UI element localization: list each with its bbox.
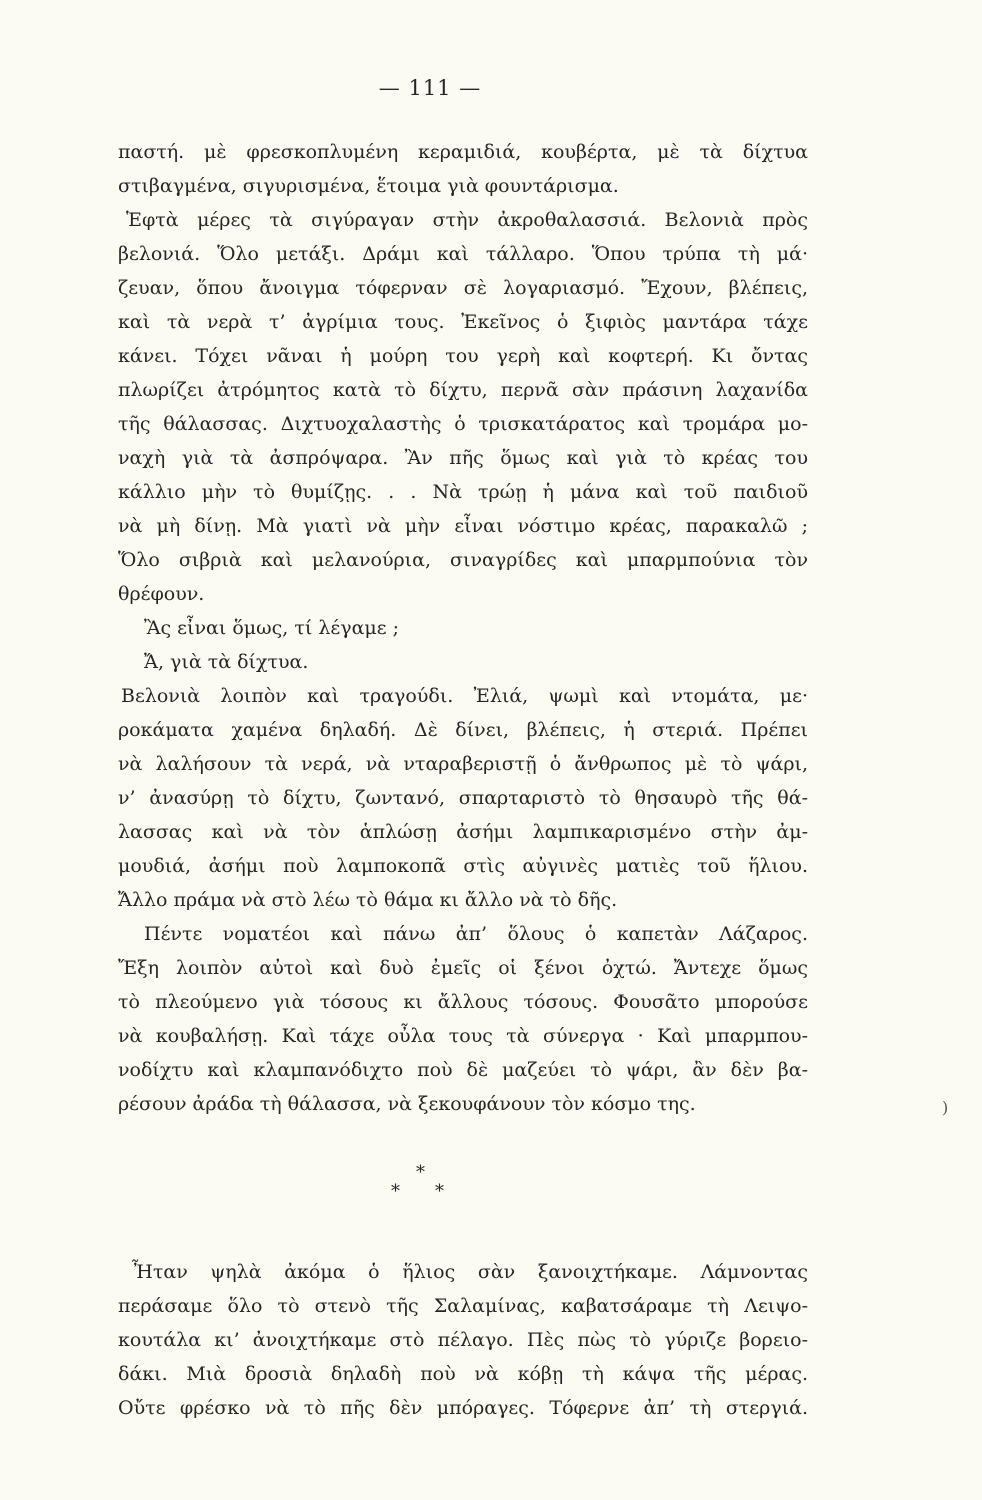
- text-line: πλωρίζει ἀτρόμητος κατὰ τὸ δίχτυ, περνᾶ σὰν πράσινη λαχανίδα: [118, 379, 808, 401]
- text-line: Οὔτε φρέσκο νὰ τὸ πῆς δὲν μπόραγες. Τόφερνε ἀπ’ τὴ στεργιά.: [118, 1397, 808, 1419]
- text-line: καὶ τὰ νερὰ τ’ ἀγρίμια τους. Ἐκεῖνος ὁ ξιφιὸς μαντάρα τάχε: [118, 311, 808, 333]
- margin-mark: ): [942, 1098, 949, 1117]
- text-line: λασσας καὶ νὰ τὸν ἁπλώσῃ ἀσήμι λαμπικαρισμένο στὴν ἀμ-: [118, 821, 808, 843]
- text-line: νὰ κουβαλήσῃ. Καὶ τάχε οὖλα τους τὰ σύνεργα · Καὶ μπαρμπου-: [118, 1025, 808, 1047]
- text-body: [118, 135, 808, 1121]
- text-line: ναχὴ γιὰ τὰ ἀσπρόψαρα. Ἂν πῆς ὅμως καὶ γιὰ τὸ κρέας του: [118, 447, 808, 469]
- text-line: ροκάματα χαμένα δηλαδή. Δὲ δίνει, βλέπεις, ἡ στεριά. Πρέπει: [118, 719, 808, 741]
- text-line: μουδιά, ἀσήμι ποὺ λαμποκοπᾶ στὶς αὐγινὲς ματιὲς τοῦ ἥλιου.: [118, 855, 808, 877]
- section-break-asterisk: *: [435, 1181, 444, 1202]
- section-break-asterisk: *: [416, 1162, 425, 1183]
- text-line: νὰ μὴ δίνῃ. Μὰ γιατὶ νὰ μὴν εἶναι νόστιμο κρέας, παρακαλῶ ;: [118, 515, 808, 537]
- text-line: ζευαν, ὅπου ἄνοιγμα τόφερναν σὲ λογαριασμό. Ἔχουν, βλέπεις,: [118, 277, 808, 299]
- text-line: ν’ ἀνασύρῃ τὸ δίχτυ, ζωντανό, σπαρταριστὸ τὸ θησαυρὸ τῆς θά-: [118, 787, 808, 809]
- text-line: Ἦταν ψηλὰ ἀκόμα ὁ ἥλιος σὰν ξανοιχτήκαμε. Λάμνοντας: [132, 1261, 808, 1283]
- text-line: θρέφουν.: [118, 583, 205, 605]
- text-line: Βελονιὰ λοιπὸν καὶ τραγούδι. Ἐλιά, ψωμὶ καὶ ντομάτα, με·: [121, 685, 808, 707]
- text-line: Πέντε νοματέοι καὶ πάνω ἀπ’ ὅλους ὁ καπετὰν Λάζαρος.: [144, 923, 808, 945]
- paragraph: [118, 679, 808, 917]
- paragraph: [118, 611, 808, 645]
- paragraph: [118, 135, 808, 203]
- section-break-asterisk: *: [391, 1181, 400, 1202]
- text-line: τὸ πλεούμενο γιὰ τόσους κι ἄλλους τόσους. Φουσᾶτο μπορούσε: [118, 991, 808, 1013]
- text-line: ρέσουν ἀράδα τὴ θάλασσα, νὰ ξεκουφάνουν τὸν κόσμο της.: [118, 1093, 696, 1115]
- text-line: βελονιά. Ὅλο μετάξι. Δράμι καὶ τάλλαρο. Ὅπου τρύπα τὴ μά·: [118, 243, 808, 265]
- paragraph: [118, 645, 808, 679]
- text-line: κουτάλα κι’ ἀνοιχτήκαμε στὸ πέλαγο. Πὲς πὼς τὸ γύριζε βορειο-: [118, 1329, 808, 1351]
- text-line: Ἄλλο πράμα νὰ στὸ λέω τὸ θάμα κι ἄλλο νὰ τὸ δῆς.: [118, 889, 618, 911]
- text-line: Ἄ, γιὰ τὰ δίχτυα.: [144, 651, 309, 673]
- text-line: δάκι. Μιὰ δροσιὰ δηλαδὴ ποὺ νὰ κόβῃ τὴ κάψα τῆς μέρας.: [118, 1363, 808, 1385]
- paragraph: [118, 1255, 808, 1425]
- text-line: περάσαμε ὅλο τὸ στενὸ τῆς Σαλαμίνας, καβατσάραμε τὴ Λειψο-: [118, 1295, 808, 1317]
- text-line: Ὅλο σιβριὰ καὶ μελανούρια, σιναγρίδες καὶ μπαρμπούνια τὸν: [118, 549, 808, 571]
- text-line: κάνει. Τόχει νᾶναι ἡ μούρη του γερὴ καὶ κοφτερή. Κι ὄντας: [118, 345, 808, 367]
- text-line: κάλλιο μὴν τὸ θυμίζῃς. . . Νὰ τρώῃ ἡ μάνα καὶ τοῦ παιδιοῦ: [118, 481, 808, 503]
- text-line: παστή. μὲ φρεσκοπλυμένη κεραμιδιά, κουβέρτα, μὲ τὰ δίχτυα: [118, 141, 808, 163]
- text-line: νὰ λαλήσουν τὰ νερά, νὰ νταραβεριστῇ ὁ ἄνθρωπος μὲ τὸ ψάρι,: [118, 753, 808, 775]
- text-line: νοδίχτυ καὶ κλαμπανόδιχτο ποὺ δὲ μαζεύει τὸ ψάρι, ἂν δὲν βα-: [118, 1059, 808, 1081]
- text-line: Ἔξη λοιπὸν αὐτοὶ καὶ δυὸ ἐμεῖς οἱ ξένοι ὀχτώ. Ἄντεχε ὅμως: [118, 957, 808, 979]
- text-line: στιβαγμένα, σιγυρισμένα, ἕτοιμα γιὰ φουντάρισμα.: [118, 175, 619, 197]
- page-number: — 111 —: [378, 76, 482, 100]
- text-line: Ἑφτὰ μέρες τὰ σιγύραγαν στὴν ἀκροθαλασσιά. Βελονιὰ πρὸς: [126, 209, 808, 231]
- paragraph: [118, 917, 808, 1121]
- paragraph: [118, 203, 808, 611]
- text-body: [118, 1255, 808, 1425]
- text-line: Ἂς εἶναι ὅμως, τί λέγαμε ;: [144, 617, 400, 639]
- text-line: τῆς θάλασσας. Διχτυοχαλαστὴς ὁ τρισκατάρατος καὶ τρομάρα μο-: [118, 413, 808, 435]
